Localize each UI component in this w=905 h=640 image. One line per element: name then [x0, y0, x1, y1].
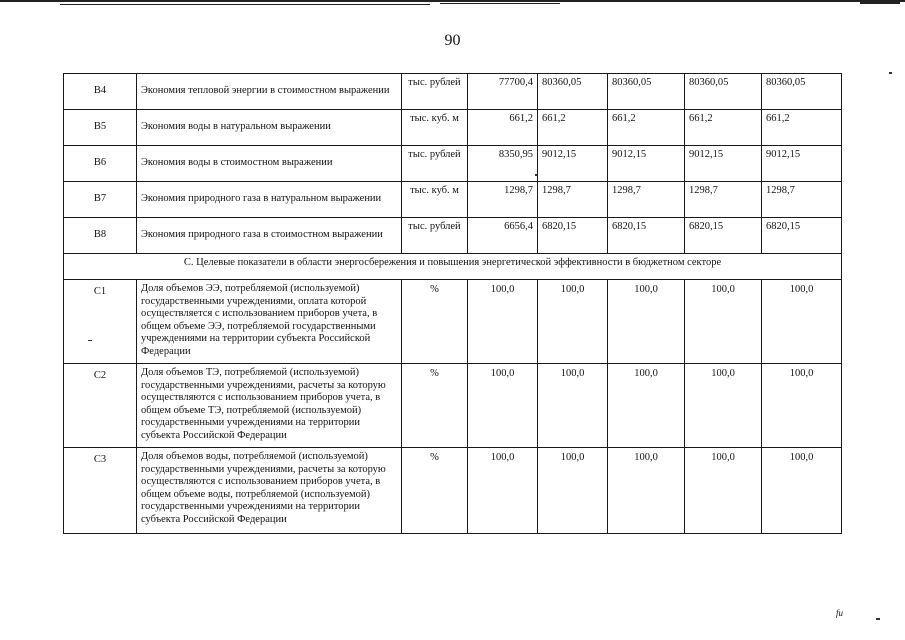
row-unit: тыс. куб. м: [402, 110, 468, 146]
row-name: Экономия тепловой энергии в стоимостном выражении: [137, 74, 402, 110]
row-value: 100,0: [608, 280, 685, 364]
row-value: 100,0: [468, 364, 538, 448]
table-row: [64, 146, 842, 182]
table-row: [64, 74, 842, 110]
row-value: 80360,05: [685, 74, 762, 110]
section-header-row: [64, 254, 842, 280]
row-value: 6820,15: [538, 218, 608, 254]
row-value: 100,0: [685, 364, 762, 448]
row-value: 100,0: [762, 364, 842, 448]
row-code: С1: [64, 280, 137, 364]
row-code: В6: [64, 146, 137, 182]
row-name: Экономия природного газа в натуральном выражении: [137, 182, 402, 218]
row-code: В7: [64, 182, 137, 218]
row-value: 100,0: [538, 280, 608, 364]
table-row: [64, 182, 842, 218]
row-value: 100,0: [762, 448, 842, 534]
row-value: 80360,05: [538, 74, 608, 110]
row-value: 100,0: [608, 448, 685, 534]
row-value: 8350,95: [468, 146, 538, 182]
row-value: 661,2: [762, 110, 842, 146]
row-value: 6820,15: [685, 218, 762, 254]
row-value: 1298,7: [762, 182, 842, 218]
row-unit: %: [402, 280, 468, 364]
row-code: С2: [64, 364, 137, 448]
row-value: 100,0: [468, 280, 538, 364]
row-unit: тыс. рублей: [402, 218, 468, 254]
indicators-table: [63, 73, 842, 534]
section-c-title: С. Целевые показатели в области энергосбережения и повышения энергетической эффективности в бюджетном секторе: [64, 254, 842, 280]
row-name: Доля объемов ЭЭ, потребляемой (используемой) государственными учреждениями, оплата которой осуществляется с использованием приборов учета, в общем объеме ЭЭ, потребляемой государственными учреждениями на территории субъекта Российской Федерации: [137, 280, 402, 364]
row-value: 1298,7: [468, 182, 538, 218]
row-name: Доля объемов воды, потребляемой (используемой) государственными учреждениями, расчеты за которую осуществляются с использованием приборов учета, в общем объеме воды, потребляемой (используемой) государственными учреждениями на территории субъекта Российской Федерации: [137, 448, 402, 534]
table-row: [64, 448, 842, 534]
row-value: 6820,15: [608, 218, 685, 254]
row-code: В5: [64, 110, 137, 146]
page-number: 90: [444, 32, 461, 49]
row-value: 100,0: [608, 364, 685, 448]
row-value: 100,0: [538, 448, 608, 534]
table-row: [64, 364, 842, 448]
row-value: 9012,15: [762, 146, 842, 182]
scan-speck: [889, 72, 892, 74]
row-value: 1298,7: [608, 182, 685, 218]
row-code: В4: [64, 74, 137, 110]
row-value: 6656,4: [468, 218, 538, 254]
row-value: 100,0: [468, 448, 538, 534]
row-unit: %: [402, 364, 468, 448]
row-value: 80360,05: [608, 74, 685, 110]
scan-top-line-right: [440, 3, 560, 4]
row-unit: %: [402, 448, 468, 534]
row-value: 80360,05: [762, 74, 842, 110]
row-value: 661,2: [468, 110, 538, 146]
row-code: В8: [64, 218, 137, 254]
row-unit: тыс. рублей: [402, 146, 468, 182]
row-unit: тыс. куб. м: [402, 182, 468, 218]
row-value: 77700,4: [468, 74, 538, 110]
scan-top-line-left: [60, 4, 430, 5]
row-value: 9012,15: [685, 146, 762, 182]
table-row: [64, 218, 842, 254]
table-row: [64, 110, 842, 146]
row-value: 100,0: [762, 280, 842, 364]
scan-top-corner: [860, 2, 900, 4]
row-value: 661,2: [608, 110, 685, 146]
handwritten-mark: fu: [836, 608, 844, 618]
row-name: Экономия воды в стоимостном выражении: [137, 146, 402, 182]
row-value: 661,2: [538, 110, 608, 146]
scan-top-edge: [0, 0, 905, 2]
row-value: 1298,7: [685, 182, 762, 218]
row-name: Экономия воды в натуральном выражении: [137, 110, 402, 146]
row-value: 100,0: [538, 364, 608, 448]
row-value: 100,0: [685, 280, 762, 364]
row-code: С3: [64, 448, 137, 534]
row-value: 1298,7: [538, 182, 608, 218]
row-value: 9012,15: [608, 146, 685, 182]
table-body: [64, 74, 842, 534]
row-value: 6820,15: [762, 218, 842, 254]
scan-speck: [876, 618, 880, 620]
row-name: Экономия природного газа в стоимостном выражении: [137, 218, 402, 254]
row-value: 9012,15: [538, 146, 608, 182]
row-value: 100,0: [685, 448, 762, 534]
row-value: 661,2: [685, 110, 762, 146]
row-unit: тыс. рублей: [402, 74, 468, 110]
table-row: [64, 280, 842, 364]
row-name: Доля объемов ТЭ, потребляемой (используемой) государственными учреждениями, расчеты за которую осуществляются с использованием приборов учета, в общем объеме ТЭ, потребляемой (используемой) государственными учреждениями на территории субъекта Российской Федерации: [137, 364, 402, 448]
